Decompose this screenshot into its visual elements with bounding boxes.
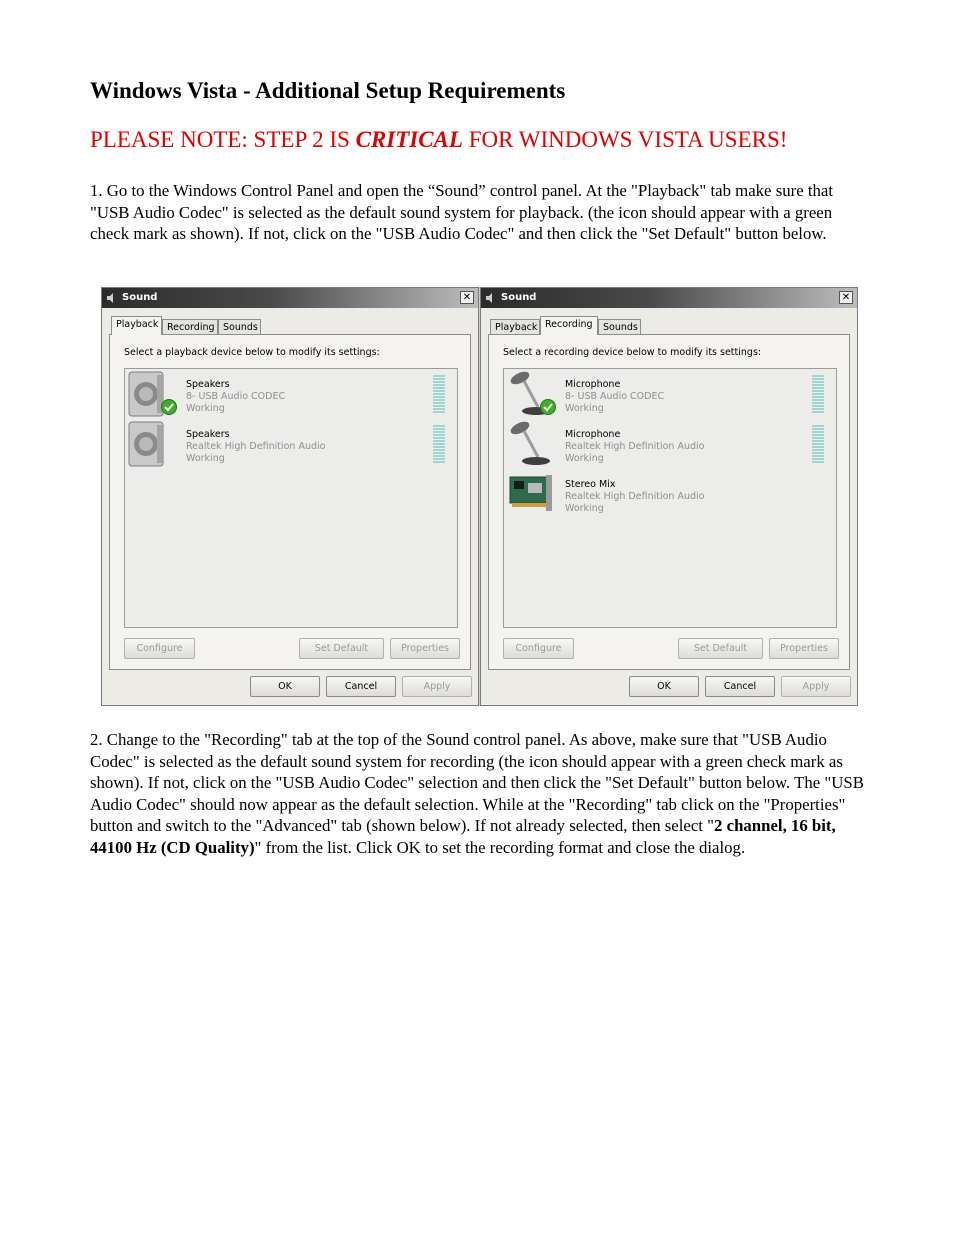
cancel-button[interactable]: Cancel — [326, 676, 396, 697]
set-default-button[interactable]: Set Default — [299, 638, 384, 659]
device-item[interactable] — [506, 471, 834, 517]
tab-playback[interactable]: Playback — [111, 316, 162, 335]
dialog-title: Sound — [122, 292, 158, 303]
note-prefix: PLEASE NOTE: STEP 2 IS — [90, 127, 356, 152]
note-suffix: FOR WINDOWS VISTA USERS! — [462, 127, 788, 152]
note-emphasis: CRITICAL — [355, 127, 463, 152]
tab-sounds[interactable]: Sounds — [218, 319, 261, 335]
default-check-icon — [540, 399, 556, 415]
level-meter — [812, 375, 824, 413]
step-2-part-2: " from the list. Click OK to set the recording format and close the dialog. — [254, 837, 746, 857]
level-meter — [433, 375, 445, 413]
device-list[interactable] — [503, 368, 837, 628]
speaker-title-icon — [485, 293, 495, 303]
level-meter — [433, 425, 445, 463]
properties-button[interactable]: Properties — [390, 638, 460, 659]
close-button[interactable]: ✕ — [460, 291, 474, 304]
tab-playback[interactable]: Playback — [490, 319, 540, 335]
title-bar — [481, 288, 857, 308]
sound-dialogs-screenshot — [101, 287, 858, 706]
close-button[interactable]: ✕ — [839, 291, 853, 304]
ok-button[interactable]: OK — [250, 676, 320, 697]
device-description: Realtek High Definition Audio — [565, 491, 705, 502]
device-status: Working — [186, 453, 225, 464]
device-description: 8- USB Audio CODEC — [565, 391, 665, 402]
instruction-text: Select a recording device below to modify its settings: — [503, 347, 762, 358]
level-meter — [812, 425, 824, 463]
apply-button[interactable]: Apply — [781, 676, 851, 697]
device-status: Working — [186, 403, 225, 414]
device-name: Stereo Mix — [565, 479, 616, 490]
dialog-title: Sound — [501, 292, 537, 303]
speaker-title-icon — [106, 293, 116, 303]
title-bar — [102, 288, 478, 308]
tab-sounds[interactable]: Sounds — [598, 319, 641, 335]
step-2-text — [90, 729, 870, 858]
device-item[interactable] — [506, 421, 834, 467]
tab-recording[interactable]: Recording — [162, 319, 218, 335]
device-status: Working — [565, 453, 604, 464]
device-item[interactable] — [506, 371, 834, 417]
apply-button[interactable]: Apply — [402, 676, 472, 697]
device-name: Speakers — [186, 429, 230, 440]
device-status: Working — [565, 503, 604, 514]
set-default-button[interactable]: Set Default — [678, 638, 763, 659]
device-description: Realtek High Definition Audio — [186, 441, 326, 452]
microphone-icon — [506, 421, 558, 467]
instruction-text: Select a playback device below to modify its settings: — [124, 347, 380, 358]
ok-button[interactable]: OK — [629, 676, 699, 697]
cancel-button[interactable]: Cancel — [705, 676, 775, 697]
configure-button[interactable]: Configure — [503, 638, 574, 659]
tab-panel — [488, 334, 850, 670]
device-description: Realtek High Definition Audio — [565, 441, 705, 452]
page-heading: Windows Vista - Additional Setup Requirements — [90, 78, 566, 103]
device-item[interactable] — [127, 421, 455, 467]
speaker-icon — [127, 421, 179, 467]
default-check-icon — [161, 399, 177, 415]
recording-format-emphasis: 2 channel, 16 bit, 44100 Hz (CD Quality) — [90, 816, 836, 857]
step-1-text: 1. Go to the Windows Control Panel and open the “Sound” control panel. At the "Playback" tab make sure that "USB Audio Codec" is selected as the default sound system for playback. (the icon should appear with a green check mark as shown). If not, click on the "USB Audio Codec" and then click the "Set Default" button below. — [90, 181, 834, 243]
device-name: Microphone — [565, 379, 621, 390]
device-name: Speakers — [186, 379, 230, 390]
sound-dialog-playback — [101, 287, 479, 706]
device-description: 8- USB Audio CODEC — [186, 391, 286, 402]
configure-button[interactable]: Configure — [124, 638, 195, 659]
device-name: Microphone — [565, 429, 621, 440]
sound-card-icon — [506, 471, 558, 517]
step-2-part-1: 2. Change to the "Recording" tab at the top of the Sound control panel. As above, make sure that "USB Audio Codec" is selected as the default sound system for recording (the icon should appear with a green check mark as shown). If not, click on the "USB Audio Codec" selection and then click the "Set Default" button below. The "USB Audio Codec" should now appear as the default selection. While at the "Recording" tab click on the "Properties" button and switch to the "Advanced" tab (shown below). If not already selected, then select " — [90, 730, 864, 835]
tab-panel — [109, 334, 471, 670]
device-list[interactable] — [124, 368, 458, 628]
tab-recording[interactable]: Recording — [540, 316, 598, 335]
sound-dialog-recording — [480, 287, 858, 706]
critical-note — [90, 127, 787, 153]
properties-button[interactable]: Properties — [769, 638, 839, 659]
device-item[interactable] — [127, 371, 455, 417]
device-status: Working — [565, 403, 604, 414]
